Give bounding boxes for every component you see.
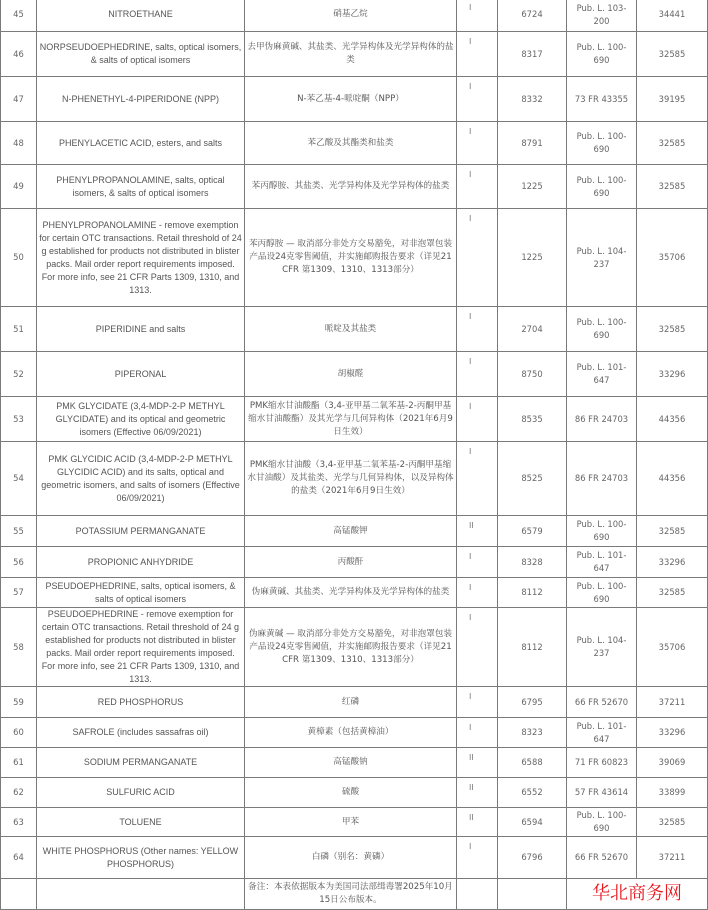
english-name: PHENYLACETIC ACID, esters, and salts bbox=[37, 122, 245, 165]
english-name: PSEUDOEPHEDRINE, salts, optical isomers, & salts of optical isomers bbox=[37, 578, 245, 608]
row-number: 54 bbox=[1, 442, 37, 516]
row-number: 48 bbox=[1, 122, 37, 165]
note-sched-cell bbox=[457, 879, 498, 910]
dea-code: 1225 bbox=[498, 165, 567, 209]
english-name: WHITE PHOSPHORUS (Other names: YELLOW PHOSPHORUS) bbox=[37, 837, 245, 879]
legal-reference: Pub. L. 100-690 bbox=[567, 165, 637, 209]
chinese-name: 伪麻黄碱 — 取消部分非处方交易豁免，对非泡罩包装产品设24克零售阈值，并实施邮购报告要求（详见21 CFR 第1309、1310、1313部分） bbox=[245, 608, 457, 687]
english-name: PSEUDOEPHEDRINE - remove exemption for certain OTC transactions. Retail threshold of 24 g established for products not distributed in blister packs. Mail order report requirements imposed. For more info, see 21 CFR Parts 1309, 1310, and 1313. bbox=[37, 608, 245, 687]
chinese-name: 丙酸酐 bbox=[245, 547, 457, 578]
table-row bbox=[1, 516, 708, 547]
chinese-name: 苯丙醇胺 — 取消部分非处方交易豁免，对非泡罩包装产品设24克零售阈值，并实施邮购报告要求（详见21 CFR 第1309、1310、1313部分） bbox=[245, 209, 457, 307]
fr-reference: 39069 bbox=[637, 748, 708, 778]
fr-reference: 37211 bbox=[637, 687, 708, 718]
english-name: POTASSIUM PERMANGANATE bbox=[37, 516, 245, 547]
english-name: PIPERIDINE and salts bbox=[37, 307, 245, 352]
schedule-list: I bbox=[457, 77, 498, 122]
schedule-list: II bbox=[457, 808, 498, 837]
dea-code: 6579 bbox=[498, 516, 567, 547]
legal-reference: Pub. L. 100-690 bbox=[567, 516, 637, 547]
chinese-name: 哌啶及其盐类 bbox=[245, 307, 457, 352]
row-number: 60 bbox=[1, 718, 37, 748]
chinese-name: PMK缩水甘油酸酯（3,4-亚甲基二氧苯基-2-丙酮甲基缩水甘油酸酯）及其光学与几何异构体（2021年6月9日生效） bbox=[245, 397, 457, 442]
legal-reference: 71 FR 60823 bbox=[567, 748, 637, 778]
chinese-name: 高锰酸钾 bbox=[245, 516, 457, 547]
fr-reference: 32585 bbox=[637, 307, 708, 352]
chinese-name: 去甲伪麻黄碱、其盐类、光学异构体及光学异构体的盐类 bbox=[245, 32, 457, 77]
dea-code: 8750 bbox=[498, 352, 567, 397]
english-name: N-PHENETHYL-4-PIPERIDONE (NPP) bbox=[37, 77, 245, 122]
note-watermark-cell bbox=[567, 879, 708, 910]
fr-reference: 32585 bbox=[637, 578, 708, 608]
schedule-list: I bbox=[457, 0, 498, 32]
english-name: PMK GLYCIDATE (3,4-MDP-2-P METHYL GLYCIDATE) and its optical and geometric isomers (Effective 06/09/2021) bbox=[37, 397, 245, 442]
schedule-list: I bbox=[457, 578, 498, 608]
schedule-list: I bbox=[457, 608, 498, 687]
chinese-name: 苯乙酸及其酯类和盐类 bbox=[245, 122, 457, 165]
table-row bbox=[1, 808, 708, 837]
english-name: NITROETHANE bbox=[37, 0, 245, 32]
fr-reference: 32585 bbox=[637, 165, 708, 209]
schedule-list: II bbox=[457, 778, 498, 808]
english-name: PIPERONAL bbox=[37, 352, 245, 397]
fr-reference: 33296 bbox=[637, 352, 708, 397]
row-number: 64 bbox=[1, 837, 37, 879]
fr-reference: 33296 bbox=[637, 547, 708, 578]
english-name: TOLUENE bbox=[37, 808, 245, 837]
english-name: NORPSEUDOEPHEDRINE, salts, optical isomers, & salts of optical isomers bbox=[37, 32, 245, 77]
schedule-list: I bbox=[457, 837, 498, 879]
legal-reference: Pub. L. 100-690 bbox=[567, 808, 637, 837]
dea-code: 8525 bbox=[498, 442, 567, 516]
row-number: 58 bbox=[1, 608, 37, 687]
schedule-list: II bbox=[457, 748, 498, 778]
fr-reference: 35706 bbox=[637, 608, 708, 687]
schedule-list: II bbox=[457, 516, 498, 547]
schedule-list: I bbox=[457, 718, 498, 748]
table-row bbox=[1, 778, 708, 808]
table-row bbox=[1, 608, 708, 687]
table-row bbox=[1, 77, 708, 122]
row-number: 49 bbox=[1, 165, 37, 209]
legal-reference: Pub. L. 103-200 bbox=[567, 0, 637, 32]
legal-reference: Pub. L. 101-647 bbox=[567, 547, 637, 578]
fr-reference: 33296 bbox=[637, 718, 708, 748]
schedule-list: I bbox=[457, 32, 498, 77]
chinese-name: N-苯乙基-4-哌啶酮（NPP） bbox=[245, 77, 457, 122]
english-name: PROPIONIC ANHYDRIDE bbox=[37, 547, 245, 578]
chinese-name: 伪麻黄碱、其盐类、光学异构体及光学异构体的盐类 bbox=[245, 578, 457, 608]
dea-code: 8112 bbox=[498, 608, 567, 687]
fr-reference: 37211 bbox=[637, 837, 708, 879]
row-number: 56 bbox=[1, 547, 37, 578]
row-number: 55 bbox=[1, 516, 37, 547]
table-row bbox=[1, 32, 708, 77]
row-number: 62 bbox=[1, 778, 37, 808]
english-name: RED PHOSPHORUS bbox=[37, 687, 245, 718]
legal-reference: 73 FR 43355 bbox=[567, 77, 637, 122]
dea-code: 8791 bbox=[498, 122, 567, 165]
schedule-list: I bbox=[457, 397, 498, 442]
schedule-list: I bbox=[457, 687, 498, 718]
legal-reference: Pub. L. 101-647 bbox=[567, 718, 637, 748]
english-name: PMK GLYCIDIC ACID (3,4-MDP-2-P METHYL GLYCIDIC ACID) and its salts, optical and geometric isomers, and salts of isomers (Effective 06/09/2021) bbox=[37, 442, 245, 516]
row-number: 46 bbox=[1, 32, 37, 77]
legal-reference: 66 FR 52670 bbox=[567, 687, 637, 718]
dea-code: 8112 bbox=[498, 578, 567, 608]
schedule-list: I bbox=[457, 442, 498, 516]
row-number: 47 bbox=[1, 77, 37, 122]
legal-reference: Pub. L. 100-690 bbox=[567, 578, 637, 608]
english-name: SULFURIC ACID bbox=[37, 778, 245, 808]
table-row bbox=[1, 687, 708, 718]
legal-reference: 57 FR 43614 bbox=[567, 778, 637, 808]
table-row bbox=[1, 547, 708, 578]
schedule-list: I bbox=[457, 352, 498, 397]
dea-code: 6724 bbox=[498, 0, 567, 32]
table-row bbox=[1, 0, 708, 32]
english-name: SAFROLE (includes sassafras oil) bbox=[37, 718, 245, 748]
note-text: 备注：本表依据版本为美国司法部缉毒署2025年10月15日公布版本。 bbox=[245, 879, 457, 910]
table-row bbox=[1, 165, 708, 209]
chinese-name: 苯丙醇胺、其盐类、光学异构体及光学异构体的盐类 bbox=[245, 165, 457, 209]
fr-reference: 32585 bbox=[637, 122, 708, 165]
chinese-name: 黄樟素（包括黄樟油） bbox=[245, 718, 457, 748]
fr-reference: 32585 bbox=[637, 808, 708, 837]
chinese-name: PMK缩水甘油酸（3,4-亚甲基二氧苯基-2-丙酮甲基缩水甘油酸）及其盐类、光学与几何异构体，以及异构体的盐类（2021年6月9日生效） bbox=[245, 442, 457, 516]
fr-reference: 33899 bbox=[637, 778, 708, 808]
note-en-cell bbox=[37, 879, 245, 910]
dea-code: 6795 bbox=[498, 687, 567, 718]
dea-code: 6552 bbox=[498, 778, 567, 808]
dea-code: 1225 bbox=[498, 209, 567, 307]
row-number: 50 bbox=[1, 209, 37, 307]
table-row bbox=[1, 307, 708, 352]
chinese-name: 硫酸 bbox=[245, 778, 457, 808]
fr-reference: 32585 bbox=[637, 32, 708, 77]
english-name: PHENYLPROPANOLAMINE, salts, optical isomers, & salts of optical isomers bbox=[37, 165, 245, 209]
english-name: PHENYLPROPANOLAMINE - remove exemption for certain OTC transactions. Retail threshold of 24 g established for products not distributed in blister packs. Mail order report requirements imposed. For more info, see 21 CFR Parts 1309, 1310, and 1313. bbox=[37, 209, 245, 307]
dea-code: 8535 bbox=[498, 397, 567, 442]
legal-reference: Pub. L. 104-237 bbox=[567, 608, 637, 687]
legal-reference: 86 FR 24703 bbox=[567, 397, 637, 442]
table-row bbox=[1, 442, 708, 516]
row-number: 51 bbox=[1, 307, 37, 352]
table-row bbox=[1, 209, 708, 307]
fr-reference: 32585 bbox=[637, 516, 708, 547]
fr-reference: 44356 bbox=[637, 442, 708, 516]
chinese-name: 白磷（别名：黄磷） bbox=[245, 837, 457, 879]
table-row bbox=[1, 352, 708, 397]
fr-reference: 44356 bbox=[637, 397, 708, 442]
dea-code: 8317 bbox=[498, 32, 567, 77]
english-name: SODIUM PERMANGANATE bbox=[37, 748, 245, 778]
dea-code: 8332 bbox=[498, 77, 567, 122]
row-number: 45 bbox=[1, 0, 37, 32]
legal-reference: Pub. L. 101-647 bbox=[567, 352, 637, 397]
schedule-list: I bbox=[457, 165, 498, 209]
chinese-name: 硝基乙烷 bbox=[245, 0, 457, 32]
table-row bbox=[1, 122, 708, 165]
legal-reference: 66 FR 52670 bbox=[567, 837, 637, 879]
legal-reference: Pub. L. 100-690 bbox=[567, 122, 637, 165]
row-number: 52 bbox=[1, 352, 37, 397]
schedule-list: I bbox=[457, 122, 498, 165]
table-row bbox=[1, 837, 708, 879]
fr-reference: 35706 bbox=[637, 209, 708, 307]
schedule-list: I bbox=[457, 209, 498, 307]
legal-reference: 86 FR 24703 bbox=[567, 442, 637, 516]
chinese-name: 胡椒醛 bbox=[245, 352, 457, 397]
row-number: 61 bbox=[1, 748, 37, 778]
note-dea-cell bbox=[498, 879, 567, 910]
dea-code: 2704 bbox=[498, 307, 567, 352]
schedule-list: I bbox=[457, 307, 498, 352]
chinese-name: 红磷 bbox=[245, 687, 457, 718]
row-number: 59 bbox=[1, 687, 37, 718]
note-no-cell bbox=[1, 879, 37, 910]
dea-code: 6796 bbox=[498, 837, 567, 879]
chinese-name: 甲苯 bbox=[245, 808, 457, 837]
table-row bbox=[1, 578, 708, 608]
row-number: 57 bbox=[1, 578, 37, 608]
fr-reference: 34441 bbox=[637, 0, 708, 32]
dea-code: 6588 bbox=[498, 748, 567, 778]
legal-reference: Pub. L. 104-237 bbox=[567, 209, 637, 307]
table-row bbox=[1, 397, 708, 442]
schedule-list: I bbox=[457, 547, 498, 578]
chinese-name: 高锰酸钠 bbox=[245, 748, 457, 778]
watermark-logo: 华北商务网 bbox=[592, 883, 682, 904]
note-row bbox=[1, 879, 708, 910]
row-number: 63 bbox=[1, 808, 37, 837]
legal-reference: Pub. L. 100-690 bbox=[567, 307, 637, 352]
row-number: 53 bbox=[1, 397, 37, 442]
dea-code: 8323 bbox=[498, 718, 567, 748]
legal-reference: Pub. L. 100-690 bbox=[567, 32, 637, 77]
fr-reference: 39195 bbox=[637, 77, 708, 122]
dea-code: 6594 bbox=[498, 808, 567, 837]
table-row bbox=[1, 718, 708, 748]
dea-code: 8328 bbox=[498, 547, 567, 578]
